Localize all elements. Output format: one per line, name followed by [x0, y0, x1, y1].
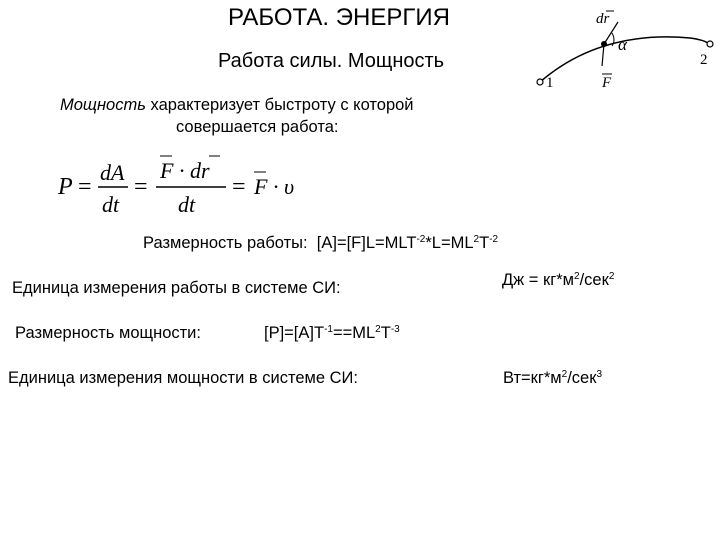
- formula-lhs: P: [58, 174, 73, 200]
- work-unit-a: Дж = кг*м: [502, 271, 575, 289]
- power-dimension-b: ==ML: [332, 324, 376, 342]
- point-1-label: 1: [546, 75, 554, 91]
- work-unit-value: [502, 271, 614, 290]
- definition-line-2: совершается работа:: [176, 118, 339, 136]
- work-dimension-b-exp: 2: [473, 234, 480, 245]
- power-unit-a: Вт=кг*м: [503, 369, 562, 387]
- work-unit-b: /сек: [579, 271, 609, 289]
- slide-title: РАБОТА. ЭНЕРГИЯ: [228, 4, 450, 31]
- formula-num-2: F · dr: [160, 158, 210, 183]
- work-unit-b-exp: 2: [608, 271, 615, 282]
- work-dimension-c-exp: -2: [489, 234, 499, 245]
- formula-den-1: dt: [102, 192, 120, 217]
- power-dimension-c: T: [380, 324, 391, 342]
- trajectory-diagram: [520, 0, 720, 100]
- formula-num-1: dA: [100, 160, 125, 185]
- formula-eq-2: =: [134, 174, 148, 200]
- work-unit-label: Единица измерения работы в системе СИ:: [12, 279, 341, 297]
- point-2-marker: [707, 41, 713, 47]
- power-unit-value: [503, 369, 602, 388]
- power-unit-a-exp: 2: [561, 369, 568, 380]
- point-1-marker: [537, 79, 543, 85]
- alpha-label: α: [618, 35, 627, 54]
- dr-label: dr: [596, 11, 610, 27]
- definition-line-1: [60, 96, 414, 115]
- power-dimension-value: [264, 324, 400, 343]
- formula-rhs: F · υ: [254, 174, 295, 199]
- work-dimension-c: T: [479, 234, 490, 252]
- formula-eq-1: =: [78, 174, 92, 200]
- work-dimension-b: *L=ML: [425, 234, 474, 252]
- power-dimension-b-exp: 2: [375, 324, 381, 335]
- power-unit-label: Единица измерения мощности в системе СИ:: [8, 369, 358, 387]
- power-unit-b-exp: 3: [596, 369, 603, 380]
- slide-subtitle: Работа силы. Мощность: [218, 50, 445, 72]
- definition-text-1: характеризует быстроту с которой: [150, 96, 414, 114]
- point-2-label: 2: [700, 52, 708, 68]
- formula-den-2: dt: [178, 192, 196, 217]
- f-label: F: [602, 75, 612, 91]
- work-dimension-a-exp: -2: [416, 234, 426, 245]
- work-unit-a-exp: 2: [574, 271, 580, 282]
- power-dimension-c-exp: -3: [390, 324, 400, 335]
- work-dimension-label: Размерность работы:: [143, 234, 308, 252]
- power-dimension-a: [P]=[A]T: [264, 324, 325, 342]
- power-unit-b: /сек: [567, 369, 597, 387]
- power-formula: [56, 148, 326, 228]
- work-dimension-a: [A]=[F]L=MLT: [316, 234, 417, 252]
- work-dimension-line: [143, 234, 498, 253]
- formula-eq-3: =: [232, 174, 246, 200]
- power-dimension-a-exp: -1: [324, 324, 333, 335]
- definition-term: Мощность: [60, 96, 146, 114]
- power-dimension-label: Размерность мощности:: [15, 324, 201, 342]
